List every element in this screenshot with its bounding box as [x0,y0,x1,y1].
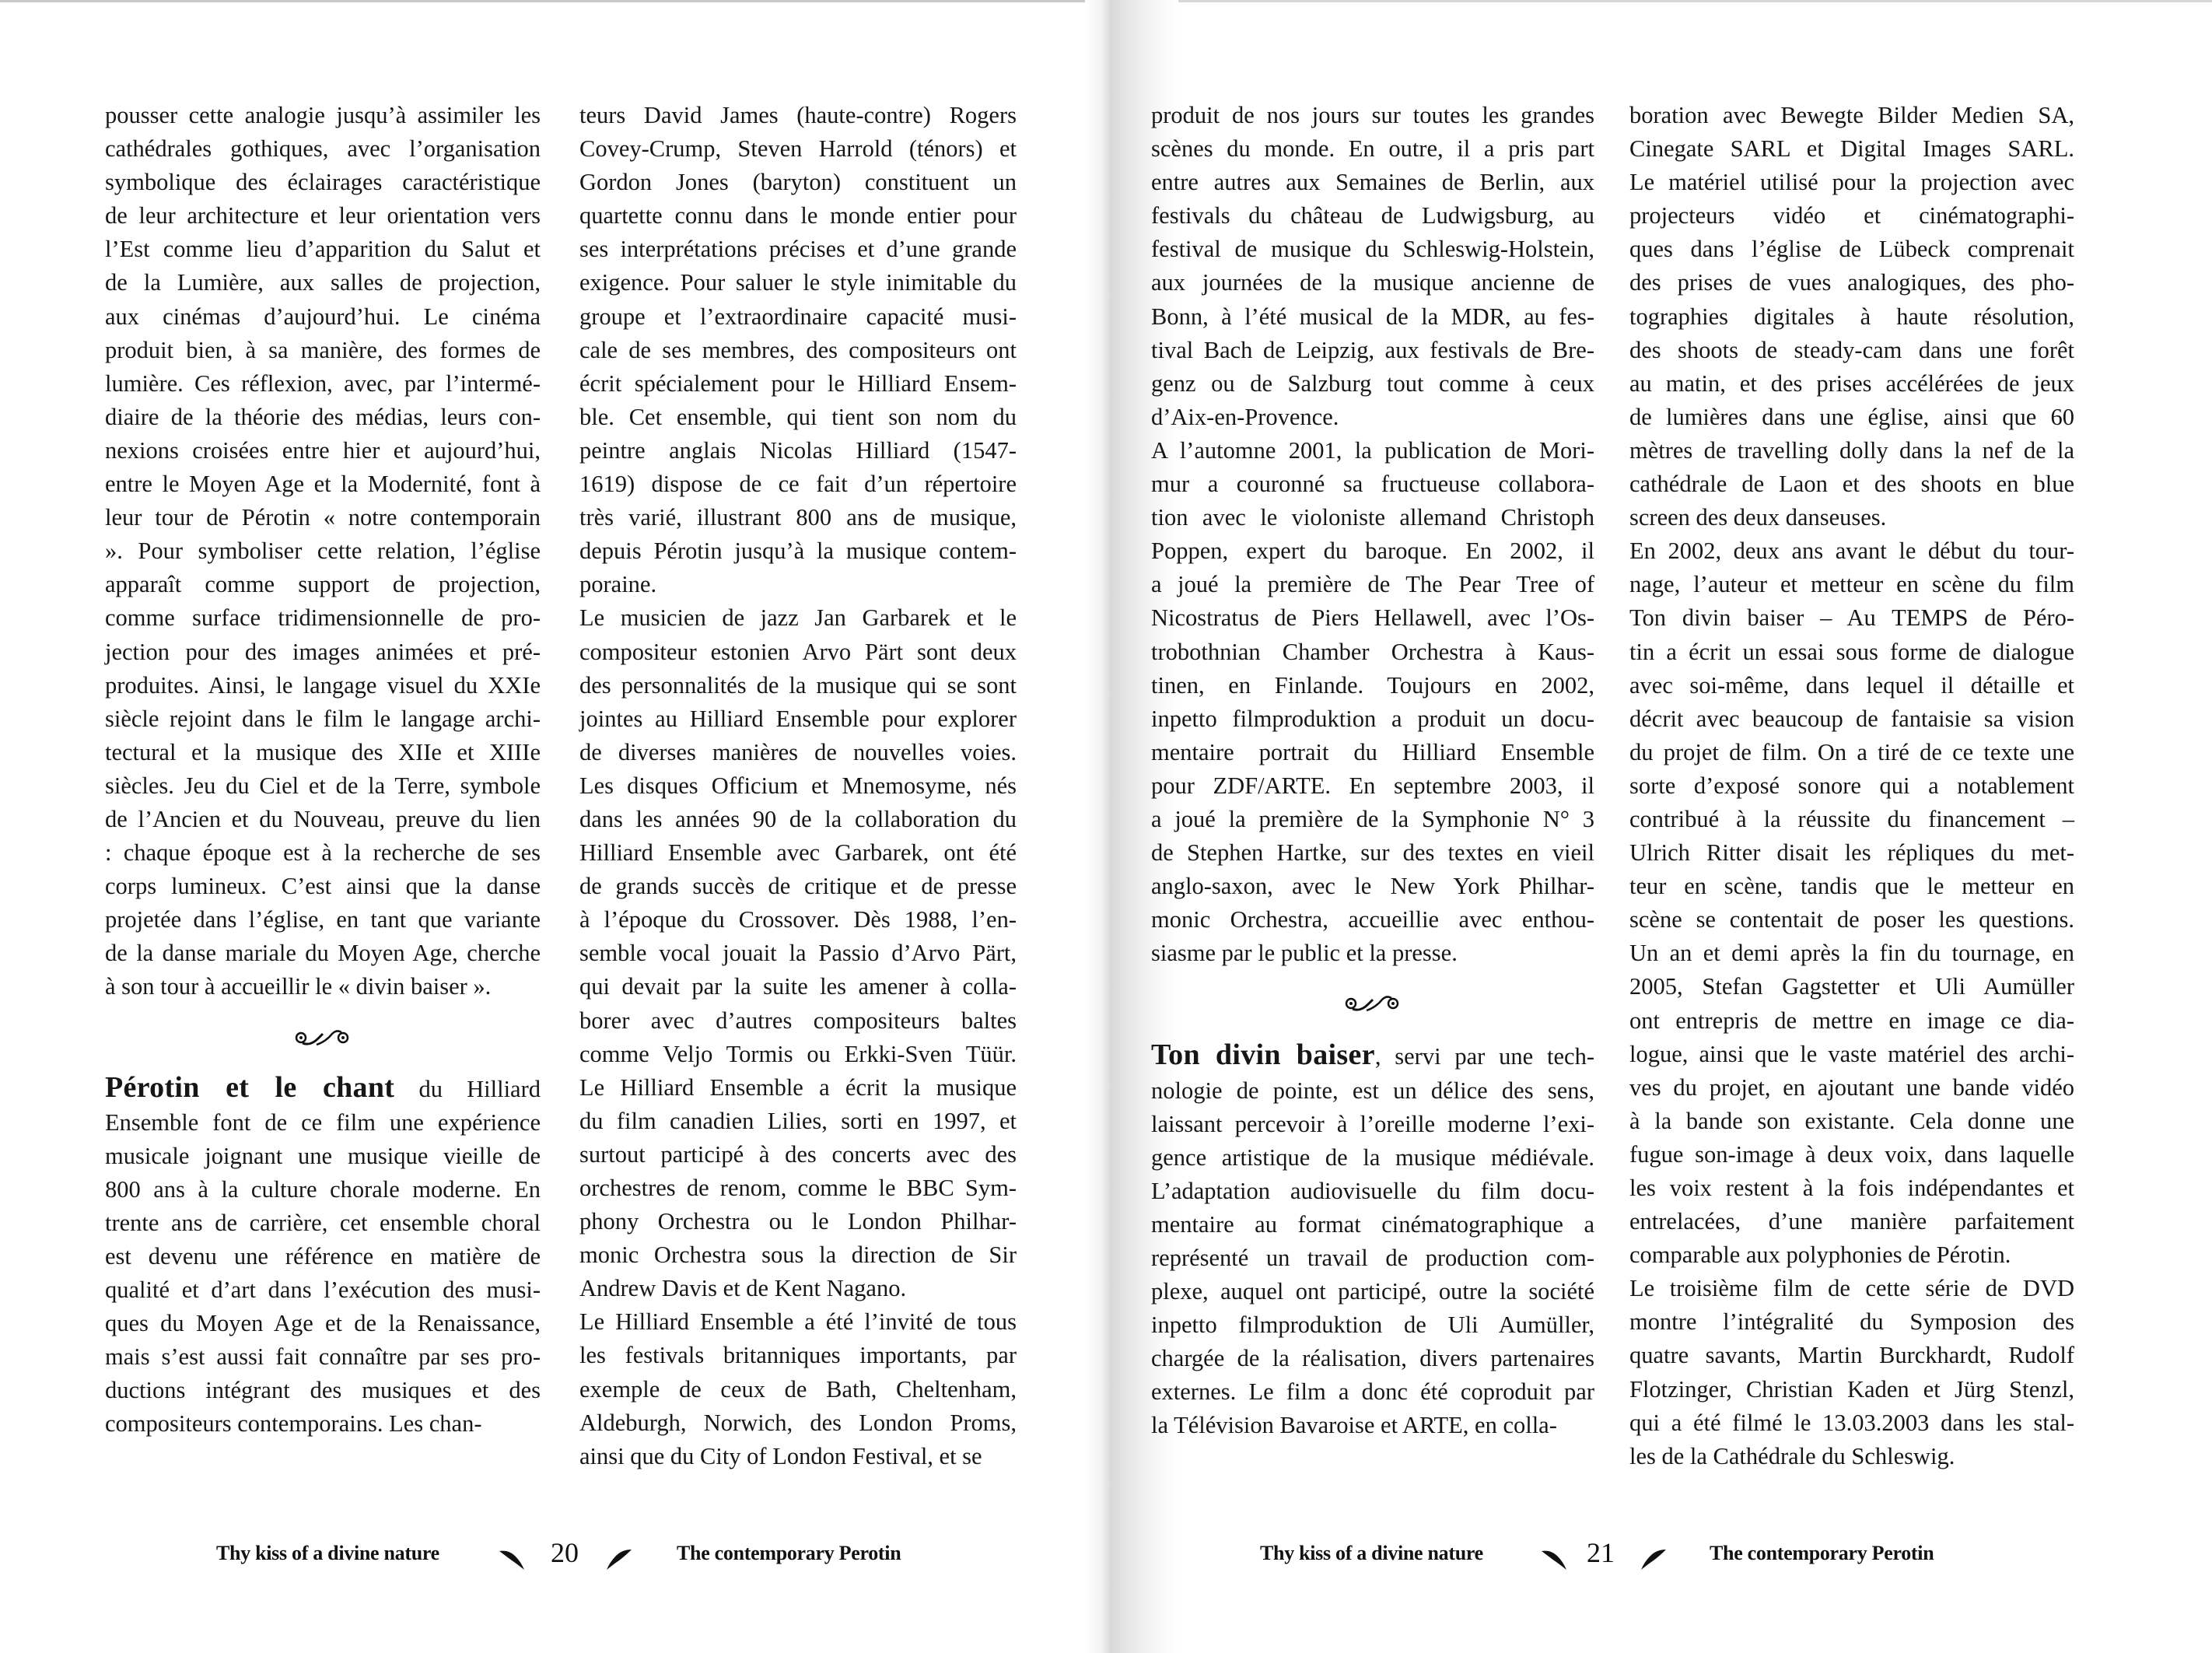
text-line: monic Orchestra, accueillie avec enthou- [1151,906,1594,933]
text-line: jointes au Hilliard Ensemble pour explorer [579,705,1017,732]
text-line: corps lumineux. C’est ainsi que la danse [105,873,541,900]
text-line: festivals du château de Ludwigsburg, au [1151,202,1594,229]
text-line: pousser cette analogie jusqu’à assimiler les [105,102,541,128]
text-line: exigence. Pour saluer le style inimitable du [579,269,1017,296]
text-line: au matin, et des prises accélérées de jeux [1629,369,2074,397]
text-line: décrit avec beaucoup de fantaisie sa vision [1629,705,2074,732]
text-line: est devenu une référence en matière de [105,1243,541,1270]
text-line: siècle rejoint dans le film le langage archi- [105,705,541,732]
text-line: semble vocal jouait la Passio d’Arvo Pärt, [579,940,1017,967]
text-line: leur tour de Pérotin « notre contemporain [105,504,541,531]
text-line: trente ans de carrière, cet ensemble choral [105,1209,541,1236]
text-line: ses interprétations précises et d’une grande [579,236,1017,263]
leaf-left-icon [1540,1548,1568,1571]
text-line: Le Hilliard Ensemble a écrit la musique [579,1073,1017,1101]
text-line: Poppen, expert du baroque. En 2002, il [1151,538,1594,565]
text-line: les de la Cathédrale du Schleswig. [1629,1442,1955,1469]
column-2 [579,99,1017,1473]
text-line: cale de ses membres, des compositeurs ont [579,336,1017,363]
running-title-left: Thy kiss of a divine nature [216,1542,439,1564]
text-line: : chaque époque est à la recherche de ses [105,839,541,867]
text-line: projecteurs vidéo et cinématographi- [1629,202,2074,229]
scroll-flourish-icon [292,1026,354,1049]
text-line: tin a écrit un essai sous forme de dialogue [1629,638,2074,665]
text-line: de la Lumière, aux salles de projection, [105,269,541,296]
section-heading-line: Pérotin et le chant du Hilliard [105,1070,541,1104]
text-line: entre autres aux Semaines de Berlin, aux [1151,169,1594,196]
text-line: Ulrich Ritter disait les répliques du met- [1629,839,2074,867]
text-line: scène se contentait de poser les questions. [1629,906,2074,933]
text-line: des prises de vues analogiques, des pho- [1629,269,2074,296]
text-line: Flotzinger, Christian Kaden et Jürg Stenzl, [1629,1375,2074,1403]
column-2-text [579,99,1017,1473]
text-line: Le troisième film de cette série de DVD [1629,1275,2074,1302]
text-line: depuis Pérotin jusqu’à la musique contem- [579,538,1017,565]
text-line: contribué à la réussite du financement – [1629,805,2074,832]
text-line: ble. Cet ensemble, qui tient son nom du [579,403,1017,430]
text-line: A l’automne 2001, la publication de Mori- [1151,436,1594,464]
text-line: sorte d’exposé sonore qui a notablement [1629,772,2074,799]
text-line: la Télévision Bavaroise et ARTE, en colla- [1151,1412,1557,1439]
text-line: produit de nos jours sur toutes les grandes [1151,102,1594,128]
text-line: exemple de ceux de Bath, Cheltenham, [579,1375,1017,1403]
text-line: inpetto filmproduktion de Uli Aumüller, [1151,1312,1594,1339]
scroll-flourish-icon [1342,992,1404,1015]
text-line: phony Orchestra ou le London Philhar- [579,1208,1017,1235]
text-line: ques dans l’église de Lübeck comprenait [1629,236,2074,263]
running-title-right: The contemporary Perotin [677,1542,901,1564]
column-1 [105,99,541,1441]
text-line: siècles. Jeu du Ciel et de la Terre, symbole [105,772,541,799]
text-line: fugue son-image à deux voix, dans laquelle [1629,1140,2074,1168]
text-line: avec soi-même, dans lequel il détaille et [1629,671,2074,699]
text-line: du film canadien Lilies, sorti en 1997, et [579,1107,1017,1134]
text-line: Le matériel utilisé pour la projection avec [1629,169,2074,196]
text-line: de l’Ancien et du Nouveau, preuve du lien [105,805,541,832]
section-heading: Ton divin baiser [1151,1038,1375,1072]
text-line: ont entrepris de mettre en image ce dia- [1629,1007,2074,1034]
text-line: de grands succès de critique et de presse [579,873,1017,900]
leaf-left-icon [498,1548,526,1571]
text-line: anglo-saxon, avec le New York Philhar- [1151,873,1594,900]
text-line: qui devait par la suite les amener à colla- [579,973,1017,1000]
text-line: Les disques Officium et Mnemosyme, nés [579,772,1017,799]
text-line: Covey-Crump, Steven Harrold (ténors) et [579,135,1017,163]
page-number-right: 21 [1587,1537,1615,1568]
text-line: tinen, en Finlande. Toujours en 2002, [1151,671,1594,699]
text-line: 800 ans à la culture chorale moderne. En [105,1175,541,1203]
page-number-left: 20 [551,1537,579,1568]
text-line: ques du Moyen Age et de la Renaissance, [105,1310,541,1337]
text-line: mètres de travelling dolly dans la nef de la [1629,436,2074,464]
text-line: gence artistique de la musique médiévale. [1151,1143,1594,1171]
column-3-text-b [1151,1074,1594,1443]
text-line: ves du projet, en ajoutant une bande vidéo [1629,1073,2074,1101]
text-line: comme Veljo Tormis ou Erkki-Sven Tüür. [579,1040,1017,1067]
text-line: siasme par le public et la presse. [1151,940,1458,967]
text-line: tion avec le violoniste allemand Christoph [1151,504,1594,531]
text-line: les festivals britanniques importants, par [579,1342,1017,1369]
text-line: a joué la première de la Symphonie N° 3 [1151,805,1594,832]
running-title-left: Thy kiss of a divine nature [1260,1542,1483,1564]
text-line: Hilliard Ensemble avec Garbarek, ont été [579,839,1017,867]
text-line: plexe, auquel ont participé, outre la société [1151,1278,1594,1305]
text-line: l’Est comme lieu d’apparition du Salut et [105,236,541,263]
text-line: compositeur estonien Arvo Pärt sont deux [579,638,1017,665]
text-line: Nicostratus de Piers Hellawell, avec l’Os- [1151,604,1594,632]
text-line: ductions intégrant des musiques et des [105,1377,541,1404]
text-line: quatre savants, Martin Burckhardt, Rudolf [1629,1342,2074,1369]
text-line: comme surface tridimensionnelle de pro- [105,604,541,632]
text-line: tival Bach de Leipzig, aux festivals de Bre- [1151,336,1594,363]
text-line: orchestres de renom, comme le BBC Sym- [579,1175,1017,1201]
text-line: de lumières dans une église, ainsi que 60 [1629,403,2074,430]
text-line: chargée de la réalisation, divers partenaires [1151,1345,1594,1372]
text-line: Aldeburgh, Norwich, des London Proms, [579,1409,1017,1436]
text-line: montre l’intégralité du Symposion des [1629,1308,2074,1336]
text-line: L’adaptation audiovisuelle du film docu- [1151,1177,1594,1204]
text-line: festival de musique du Schleswig-Holstein, [1151,236,1594,263]
text-line: En 2002, deux ans avant le début du tour- [1629,538,2074,565]
text-line: de la danse mariale du Moyen Age, cherche [105,940,541,967]
text-line: trobothnian Chamber Orchestra à Kaus- [1151,638,1594,665]
text-line: inpetto filmproduktion a produit un docu- [1151,705,1594,732]
text-line: genz ou de Salzburg tout comme à ceux [1151,369,1594,397]
text-line: cathédrales gothiques, avec l’organisation [105,135,541,163]
text-line: scènes du monde. En outre, il a pris part [1151,135,1594,163]
text-line: entre le Moyen Age et la Modernité, font à [105,471,541,498]
text-line: teurs David James (haute-contre) Rogers [579,102,1017,128]
text-line: produit bien, à sa manière, des formes de [105,336,541,363]
text-line: projetée dans l’église, en tant que variante [105,906,541,933]
text-line: a joué la première de The Pear Tree of [1151,571,1594,598]
text-line: peintre anglais Nicolas Hilliard (1547- [579,436,1017,464]
column-4-text [1629,99,2074,1473]
text-line: symbolique des éclairages caractéristique [105,169,541,196]
text-line: tographies digitales à haute résolution, [1629,303,2074,330]
text-line: Bonn, à l’été musical de la MDR, au fes- [1151,303,1594,330]
text-line: aux cinémas d’aujourd’hui. Le cinéma [105,303,541,330]
column-3 [1151,99,1594,1443]
text-line: mur a couronné sa fructueuse collabora- [1151,471,1594,498]
text-line: très varié, illustrant 800 ans de musique, [579,504,1017,531]
column-1-text-b [105,1106,541,1441]
text-line: jection pour des images animées et pré- [105,638,541,665]
text-line: entrelacées, d’une manière parfaitement [1629,1208,2074,1235]
text-line: lumière. Ces réflexion, avec, par l’intermé- [105,369,541,397]
text-line: représenté un travail de production com- [1151,1245,1594,1271]
text-line: 2005, Stefan Gagstetter et Uli Aumüller [1629,973,2074,1000]
column-4 [1629,99,2074,1473]
text-line: dans les années 90 de la collaboration du [579,805,1017,832]
text-line: mais s’est aussi fait connaître par ses pro- [105,1343,541,1371]
section-ornament [1151,970,1594,1038]
text-line: poraine. [579,571,657,598]
text-line: comparable aux polyphonies de Pérotin. [1629,1242,2011,1269]
text-line: tectural et la musique des XIIe et XIIIe [105,738,541,765]
right-page [1120,0,2212,1653]
text-line: boration avec Bewegte Bilder Medien SA, [1629,102,2074,128]
text-line: les voix restent à la fois indépendantes et [1629,1175,2074,1201]
text-line: borer avec d’autres compositeurs baltes [579,1007,1017,1034]
leaf-right-icon [605,1548,633,1571]
text-line: nologie de pointe, est un délice des sens, [1151,1077,1594,1104]
text-line: Ensemble font de ce film une expérience [105,1108,541,1136]
text-line: diaire de la théorie des médias, leurs con- [105,403,541,430]
text-line: laissant percevoir à l’oreille moderne l’exi- [1151,1110,1594,1137]
text-line: de diverses manières de nouvelles voies. [579,738,1017,765]
text-line: qui a été filmé le 13.03.2003 dans les stal- [1629,1409,2074,1436]
running-title-right: The contemporary Perotin [1710,1542,1934,1564]
text-line: écrit spécialement pour le Hilliard Ensem- [579,369,1017,397]
text-line: qualité et d’art dans l’exécution des musi- [105,1277,541,1304]
left-page [0,0,1089,1653]
text-line: apparaît comme support de projection, [105,571,541,598]
text-line: Un an et demi après la fin du tournage, en [1629,940,2074,967]
text-line: 1619) dispose de ce fait d’un répertoire [579,471,1017,498]
section-ornament [105,1004,541,1071]
text-line: screen des deux danseuses. [1629,504,1887,531]
text-line: de Stephen Hartke, sur des textes en vieil [1151,839,1594,867]
text-line: Le musicien de jazz Jan Garbarek et le [579,604,1017,632]
leaf-right-icon [1640,1548,1668,1571]
text-line: Andrew Davis et de Kent Nagano. [579,1275,907,1302]
text-line: des shoots de steady-cam dans une forêt [1629,336,2074,363]
text-line: ». Pour symboliser cette relation, l’église [105,538,541,565]
section-heading: Pérotin et le chant [105,1070,395,1104]
text-line: des personnalités de la musique qui se sont [579,671,1017,699]
text-line: Le Hilliard Ensemble a été l’invité de tous [579,1308,1017,1336]
text-line: externes. Le film a donc été coproduit par [1151,1378,1594,1406]
text-line: d’Aix-en-Provence. [1151,403,1339,430]
text-line: groupe et l’extraordinaire capacité musi- [579,303,1017,330]
text-line: produites. Ainsi, le langage visuel du XXIe [105,671,541,699]
section-heading-line: Ton divin baiser, servi par une tech- [1151,1038,1594,1072]
text-line: musicale joignant une musique vieille de [105,1142,541,1169]
text-line: ainsi que du City of London Festival, et se [579,1442,982,1469]
text-line: nexions croisées entre hier et aujourd’hui, [105,436,541,464]
text-line: monic Orchestra sous la direction de Sir [579,1242,1017,1269]
text-line: pour ZDF/ARTE. En septembre 2003, il [1151,772,1594,799]
text-line: compositeurs contemporains. Les chan- [105,1410,482,1438]
text-line: quartette connu dans le monde entier pour [579,202,1017,229]
column-1-text-a [105,99,541,1004]
text-line: Gordon Jones (baryton) constituent un [579,169,1017,196]
text-line: logue, ainsi que le vaste matériel des archi- [1629,1040,2074,1067]
text-line: à l’époque du Crossover. Dès 1988, l’en- [579,906,1017,933]
text-line: du projet de film. On a tiré de ce texte une [1629,738,2074,765]
text-line: Cinegate SARL et Digital Images SARL. [1629,135,2074,163]
column-3-text-a [1151,99,1594,970]
text-line: de leur architecture et leur orientation vers [105,202,541,229]
text-line: cathédrale de Laon et des shoots en blue [1629,471,2074,498]
text-line: mentaire au format cinématographique a [1151,1210,1594,1238]
text-line: nage, l’auteur et metteur en scène du film [1629,571,2074,598]
text-line: aux journées de la musique ancienne de [1151,269,1594,296]
text-line: mentaire portrait du Hilliard Ensemble [1151,738,1594,765]
text-line: Ton divin baiser – Au TEMPS de Péro- [1629,604,2074,632]
text-line: à son tour à accueillir le « divin baiser ». [105,973,492,1000]
text-line: teur en scène, tandis que le metteur en [1629,873,2074,900]
text-line: à la bande son existante. Cela donne une [1629,1107,2074,1134]
text-line: surtout participé à des concerts avec des [579,1140,1017,1168]
